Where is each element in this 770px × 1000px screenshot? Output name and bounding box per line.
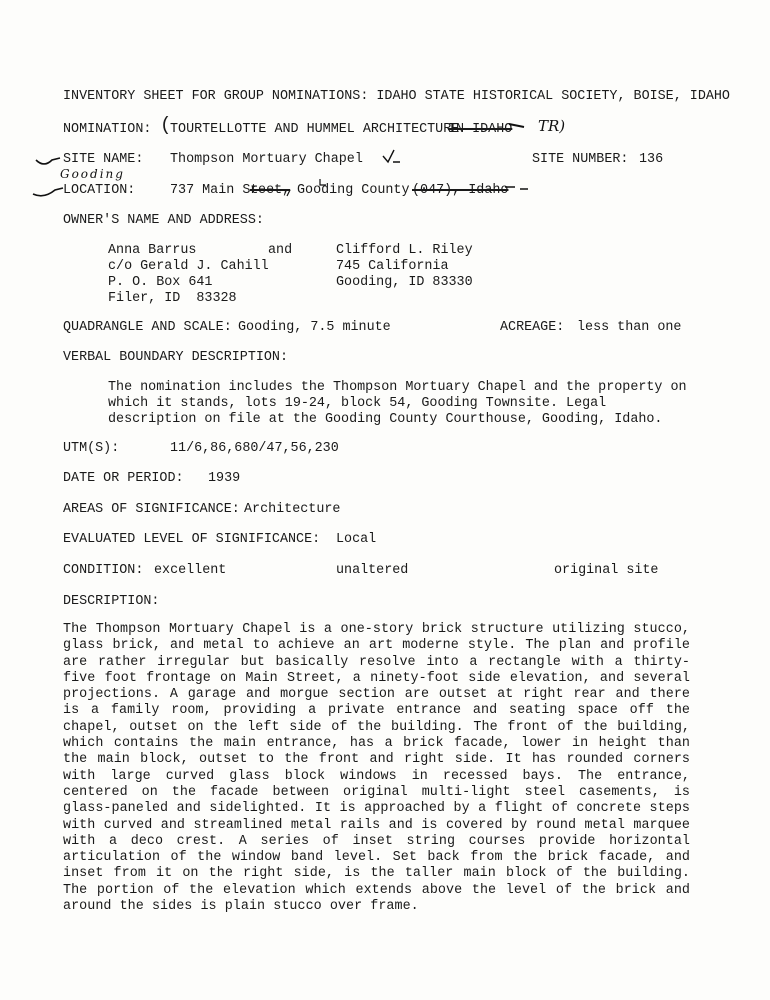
location-check-mark bbox=[33, 188, 63, 196]
site-number-value: 136 bbox=[639, 152, 664, 167]
site-name-tick-mark bbox=[383, 150, 400, 162]
boundary-label: VERBAL BOUNDARY DESCRIPTION: bbox=[63, 350, 288, 365]
location-struck-b: (047), Idaho bbox=[412, 183, 509, 198]
sheet-header: INVENTORY SHEET FOR GROUP NOMINATIONS: IDAHO STATE HISTORICAL SOCIETY, BOISE, IDAHO bbox=[63, 89, 730, 104]
owner-right-line: 745 California bbox=[336, 259, 449, 274]
utm-label: UTM(S): bbox=[63, 441, 120, 456]
condition-site: original site bbox=[554, 563, 659, 578]
date-value: 1939 bbox=[208, 471, 241, 486]
condition-state: excellent bbox=[154, 563, 227, 578]
owner-left-line: Filer, ID 83328 bbox=[108, 291, 237, 306]
areas-value: Architecture bbox=[244, 502, 341, 517]
evaluated-label: EVALUATED LEVEL OF SIGNIFICANCE: bbox=[63, 532, 321, 547]
site-name-label: SITE NAME: bbox=[63, 152, 144, 167]
nomination-handwritten: TR) bbox=[538, 117, 566, 135]
nomination-struck: IN IDAHO bbox=[448, 122, 513, 137]
date-label: DATE OR PERIOD: bbox=[63, 471, 184, 486]
site-number-label: SITE NUMBER: bbox=[532, 152, 629, 167]
location-value-b: Gooding County bbox=[297, 183, 410, 198]
open-paren-mark: ( bbox=[160, 114, 172, 136]
nomination-value: TOURTELLOTTE AND HUMMEL ARCHITECTURE bbox=[170, 122, 460, 137]
caret-mark bbox=[320, 179, 326, 185]
condition-alteration: unaltered bbox=[336, 563, 409, 578]
location-value-a: 737 Main St bbox=[170, 183, 259, 198]
site-name-check-mark bbox=[36, 158, 60, 164]
acreage-value: less than one bbox=[577, 320, 682, 335]
description-label: DESCRIPTION: bbox=[63, 594, 160, 609]
insert-mark bbox=[287, 190, 290, 196]
owner-right-line: Clifford L. Riley bbox=[336, 243, 473, 258]
nomination-arrow-mark bbox=[509, 124, 524, 127]
location-label: LOCATION: bbox=[63, 183, 136, 198]
description-text: The Thompson Mortuary Chapel is a one-story brick structure utilizing stucco, glass brick, and metal to achieve an art moderne style. The plan and profile are rather irregular but basically resolve into a rectangle with a thirty-five foot frontage on Main Street, a ninety-foot side elevation, and several projections. A garage and morgue section are outset at right rear and there is a family room, providing a private entrance and seating space off the chapel, outset on the left side of the building. The front of the building, which contains the main entrance, has a brick facade, lower in height than the main block, outset to the front and right side. It has rounded corners with large curved glass block windows in recessed bays. The entrance, centered on the facade between original multi-light steel casements, is glass-paneled and sidelighted. It is approached by a flight of concrete steps with curved and streamlined metal rails and is covered by round metal marquee with a deco crest. A series of inset string courses provide horizontal articulation of the window band level. Set back from the brick facade, and inset from it on the right side, is the taller main block of the building. The portion of the elevation which extends above the level of the brick and around the sides is plain stucco over frame. bbox=[63, 622, 690, 915]
owner-left-line: P. O. Box 641 bbox=[108, 275, 213, 290]
owner-and: and bbox=[268, 243, 293, 258]
owner-right-line: Gooding, ID 83330 bbox=[336, 275, 473, 290]
location-struck-a: reet, bbox=[250, 183, 291, 198]
evaluated-value: Local bbox=[336, 532, 377, 547]
quadrangle-label: QUADRANGLE AND SCALE: bbox=[63, 320, 232, 335]
owner-left-line: c/o Gerald J. Cahill bbox=[108, 259, 269, 274]
owner-label: OWNER'S NAME AND ADDRESS: bbox=[63, 213, 264, 228]
site-name-value: Thompson Mortuary Chapel bbox=[170, 152, 363, 167]
quadrangle-value: Gooding, 7.5 minute bbox=[238, 320, 391, 335]
location-handwritten: Gooding bbox=[60, 167, 125, 181]
boundary-text: The nomination includes the Thompson Mortuary Chapel and the property on which it stands, lots 19-24, block 54, Gooding Townsite. Legal description on file at the Gooding County Courthouse, Gooding, Idaho. bbox=[108, 380, 687, 427]
areas-label: AREAS OF SIGNIFICANCE: bbox=[63, 502, 240, 517]
utm-value: 11/6,86,680/47,56,230 bbox=[170, 441, 339, 456]
nomination-label: NOMINATION: bbox=[63, 122, 152, 137]
condition-label: CONDITION: bbox=[63, 563, 144, 578]
owner-left-line: Anna Barrus bbox=[108, 243, 197, 258]
acreage-label: ACREAGE: bbox=[500, 320, 565, 335]
location-dash-mark bbox=[505, 187, 528, 189]
